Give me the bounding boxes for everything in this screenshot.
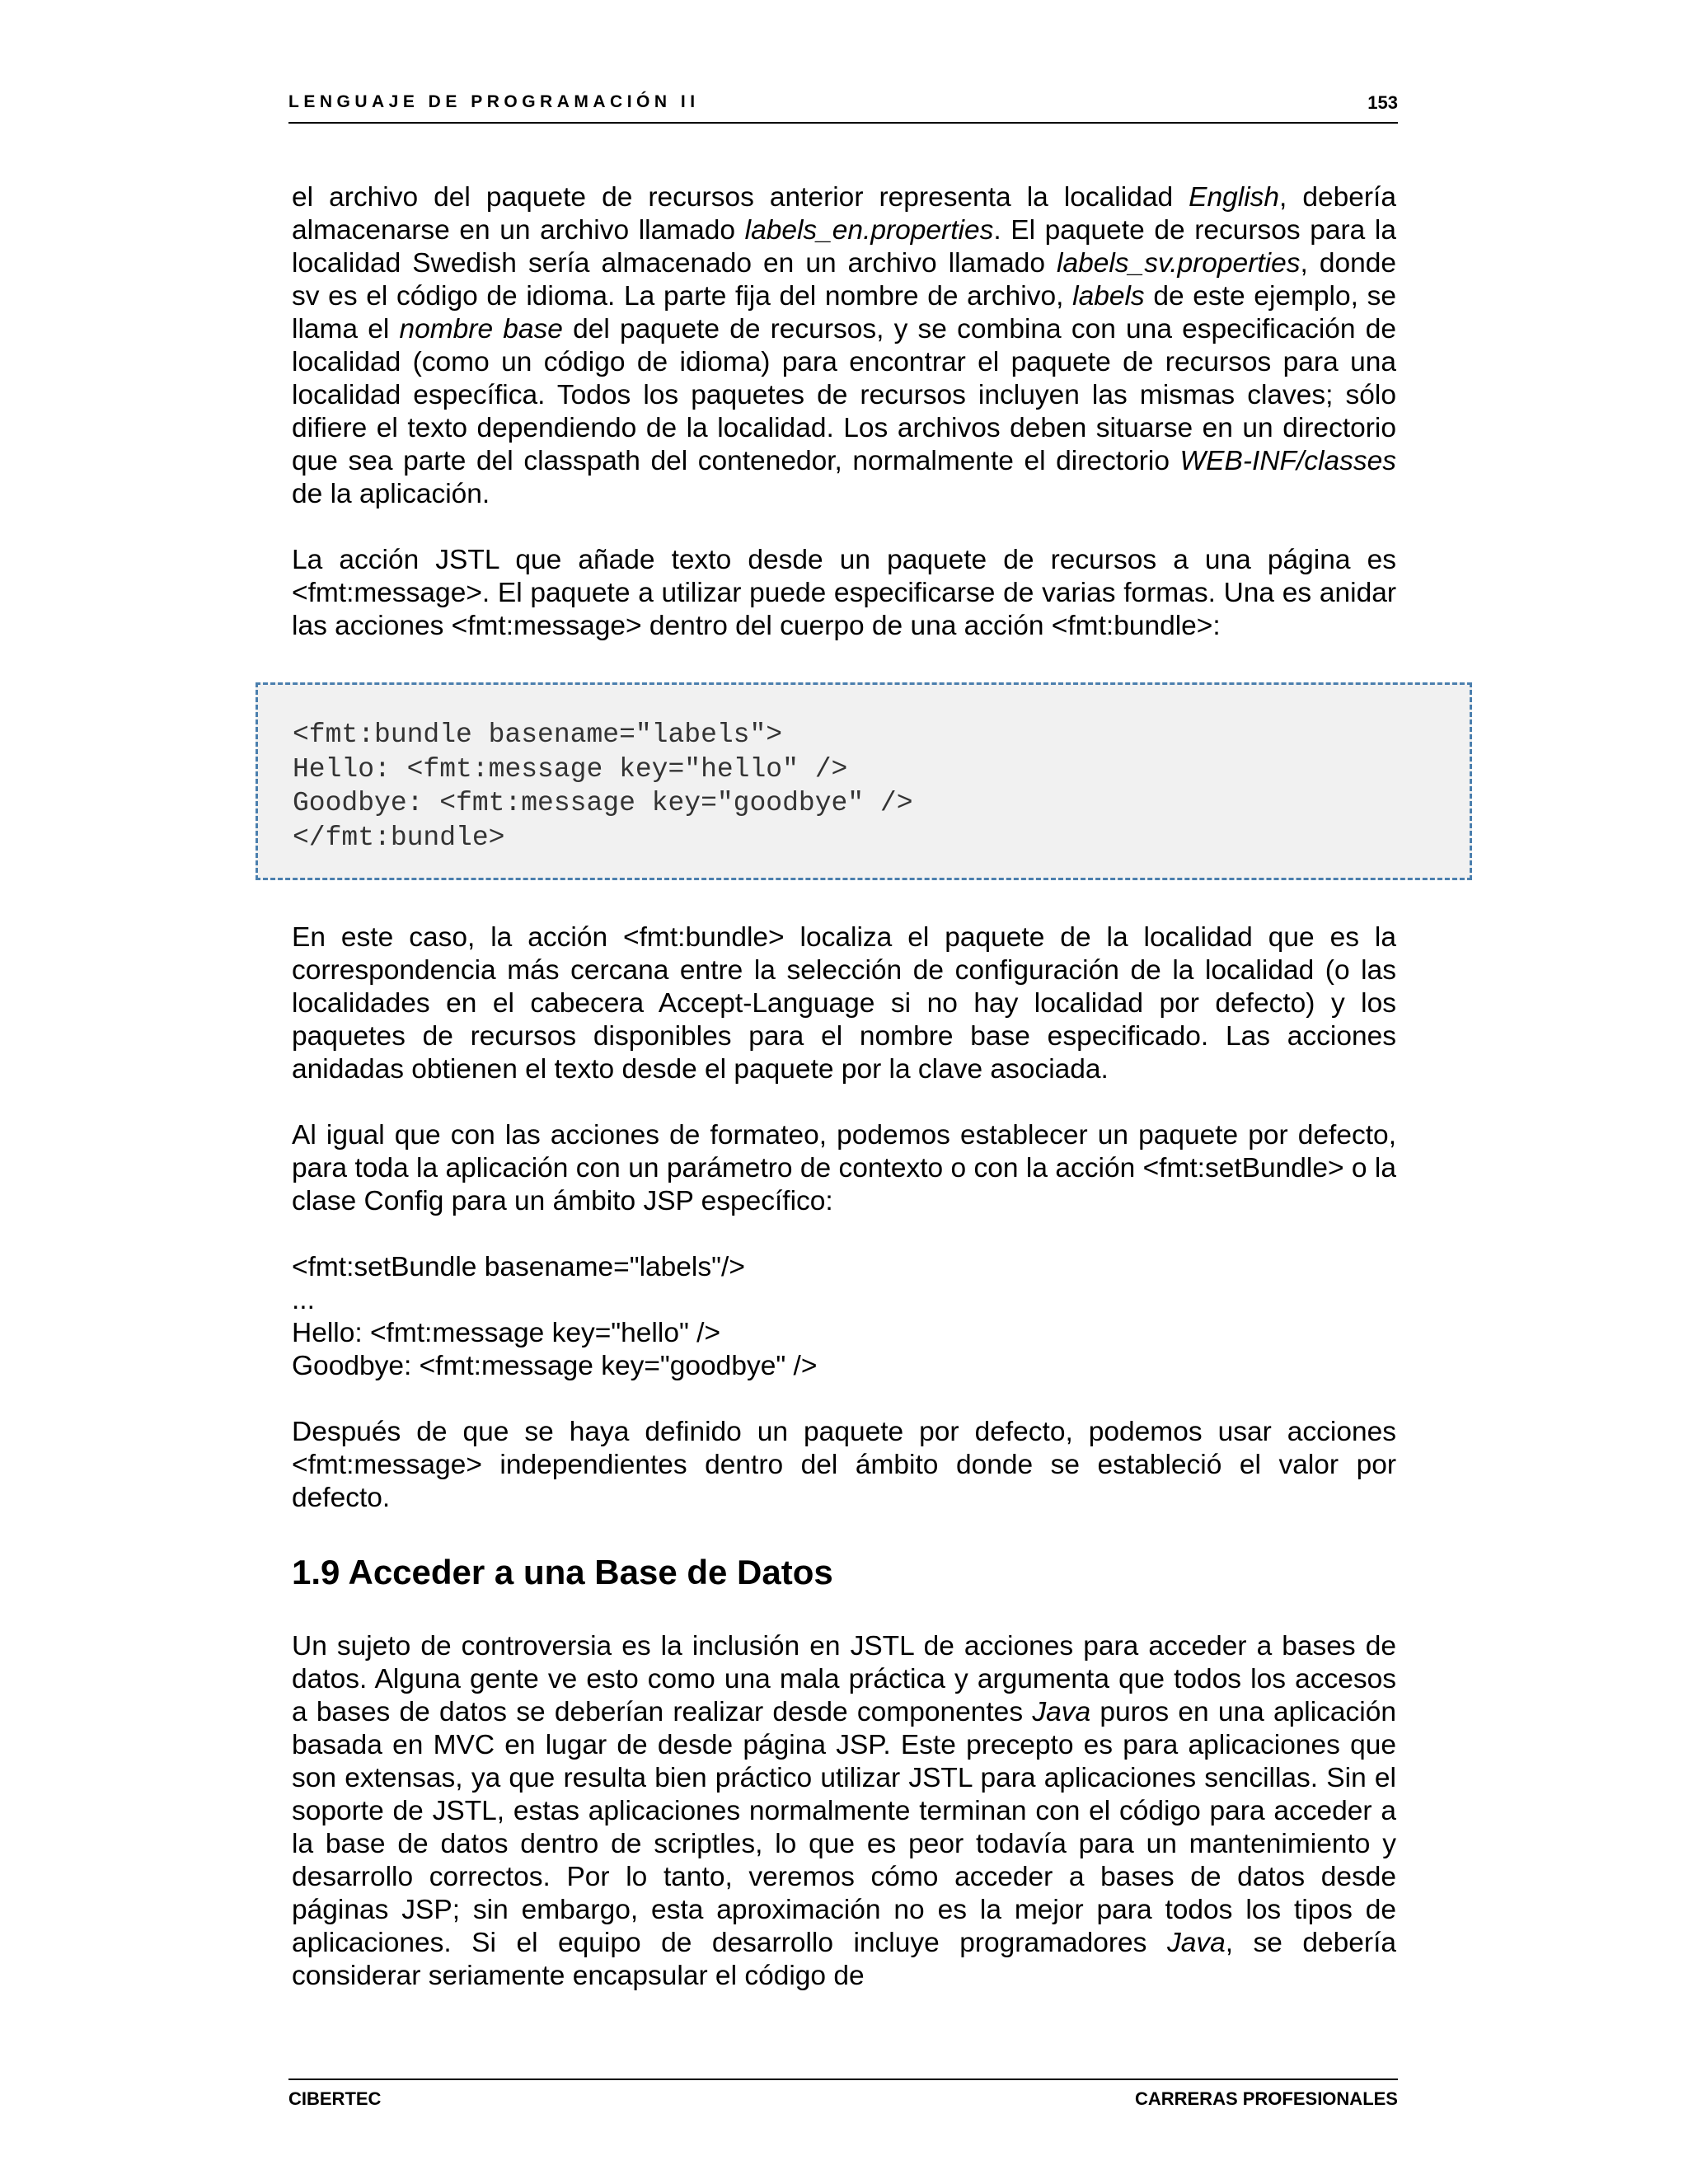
code-block xyxy=(256,682,1472,880)
footer-left: CIBERTEC xyxy=(288,2088,382,2109)
top-content xyxy=(292,181,1396,643)
paragraph: En este caso, la acción <fmt:bundle> localiza el paquete de la localidad que es la correspondencia más cercana entre la selección de configuración de la localidad (o las localidades en el cabecera Accept-Language si no hay localidad por defecto) y los paquetes de recursos disponibles para el nombre base especificado. Las acciones anidadas obtienen el texto desde el paquete por la clave asociada. xyxy=(292,922,1396,1085)
code-text: <fmt:bundle basename="labels"> Hello: <fmt:message key="hello" /> Goodbye: <fmt:message key="goodbye" /> </fmt:bundle> xyxy=(293,719,913,853)
paragraph: Un sujeto de controversia es la inclusión en JSTL de acciones para acceder a bases de datos. Alguna gente ve esto como una mala práctica y argumenta que todos los accesos a bases de datos se deberían realizar desde componentes Java puros en una aplicación basada en MVC en lugar de desde página JSP. Este precepto es para aplicaciones que son extensas, ya que resulta bien práctico utilizar JSTL para aplicaciones sencillas. Sin el soporte de JSTL, estas aplicaciones normalmente terminan con el código para acceder a la base de datos dentro de scriptles, lo que es peor todavía para un mantenimiento y desarrollo correctos. Por lo tanto, veremos cómo acceder a bases de datos desde páginas JSP; sin embargo, esta aproximación no es la mejor para todos los tipos de aplicaciones. Si el equipo de desarrollo incluye programadores Java, se debería considerar seriamente encapsular el código de xyxy=(292,1631,1397,1991)
code-line: <fmt:setBundle basename="labels"/> xyxy=(292,1252,745,1282)
italic-term: labels xyxy=(1072,281,1145,312)
italic-term: labels_en.properties xyxy=(744,215,994,246)
italic-term: Java xyxy=(1032,1697,1091,1727)
italic-term: WEB-INF/classes xyxy=(1179,446,1396,476)
page-footer xyxy=(288,2079,1398,2110)
code-line: ... xyxy=(292,1285,315,1315)
italic-term: Java xyxy=(1166,1928,1226,1958)
section-heading: 1.9 Acceder a una Base de Datos xyxy=(292,1553,833,1591)
italic-term: nombre base xyxy=(399,314,563,344)
footer-right: CARRERAS PROFESIONALES xyxy=(1134,2088,1398,2109)
code-line: Goodbye: <fmt:message key="goodbye" /> xyxy=(292,1351,818,1381)
italic-term: English xyxy=(1189,182,1280,213)
paragraph: Al igual que con las acciones de formateo, podemos establecer un paquete por defecto, para toda la aplicación con un parámetro de contexto o con la acción <fmt:setBundle> o la clase Config para un ámbito JSP específico: xyxy=(292,1120,1396,1216)
document-title: LENGUAJE DE PROGRAMACIÓN II xyxy=(288,92,700,111)
italic-term: labels_sv.properties xyxy=(1057,248,1301,279)
code-line: Hello: <fmt:message key="hello" /> xyxy=(292,1318,721,1348)
inline-code-snippet xyxy=(292,1251,1396,1383)
page-header xyxy=(288,92,1398,124)
paragraph: el archivo del paquete de recursos anterior representa la localidad English, debería almacenarse en un archivo llamado labels_en.properties. El paquete de recursos para la localidad Swedish sería almacenado en un archivo llamado labels_sv.properties, donde sv es el código de idioma. La parte fija del nombre de archivo, labels de este ejemplo, se llama el nombre base del paquete de recursos, y se combina con una especificación de localidad (como un código de idioma) para encontrar el paquete de recursos para una localidad específica. Todos los paquetes de recursos incluyen las mismas claves; sólo difiere el texto dependiendo de la localidad. Los archivos deben situarse en un directorio que sea parte del classpath del contenedor, normalmente el directorio WEB-INF/classes de la aplicación. xyxy=(292,182,1396,509)
paragraph: La acción JSTL que añade texto desde un paquete de recursos a una página es <fmt:message>. El paquete a utilizar puede especificarse de varias formas. Una es anidar las acciones <fmt:message> dentro del cuerpo de una acción <fmt:bundle>: xyxy=(292,545,1396,641)
page-number: 153 xyxy=(1367,92,1398,113)
body-content xyxy=(292,921,1396,1993)
paragraph: Después de que se haya definido un paquete por defecto, podemos usar acciones <fmt:message> independientes dentro del ámbito donde se estableció el valor por defecto. xyxy=(292,1417,1396,1513)
